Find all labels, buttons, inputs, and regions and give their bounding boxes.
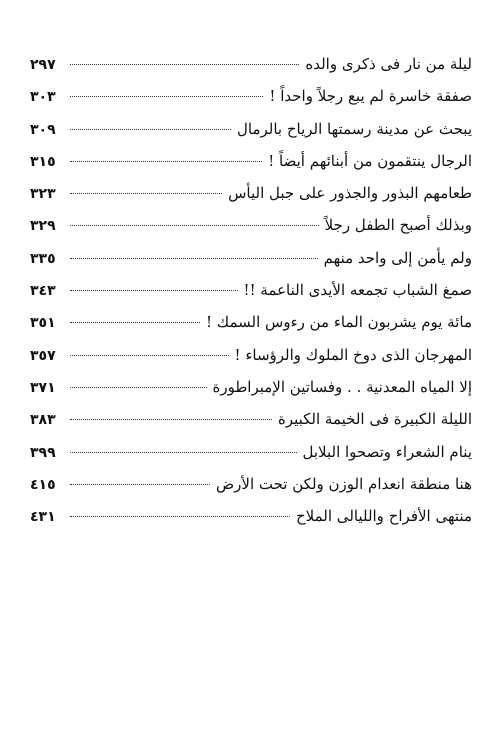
toc-entry-page: ٢٩٧ (30, 57, 56, 73)
toc-entry-page: ٤٣١ (30, 509, 56, 526)
toc-entry (30, 48, 472, 80)
dot-leader (70, 484, 210, 485)
dot-leader (70, 290, 238, 291)
toc-entry-page: ٣٠٣ (30, 89, 56, 106)
toc-entry-page: ٣٥١ (30, 315, 56, 332)
toc-entry-page: ٣٥٧ (30, 347, 56, 364)
toc-entry (30, 339, 472, 371)
toc-entry-page: ٤١٥ (30, 476, 56, 493)
toc-entry (30, 403, 472, 435)
toc-entry-title: مائة يوم يشربون الماء من رءوس السمك ! (206, 313, 472, 332)
toc-entry-title: ولم يأمن إلى واحد منهم (323, 248, 472, 267)
toc-entry-page: ٣٣٥ (30, 250, 56, 267)
dot-leader (70, 96, 263, 97)
table-of-contents (30, 48, 472, 532)
toc-entry-page: ٣١٥ (30, 153, 56, 170)
toc-entry-title: الرجال ينتقمون من أبنائهم أيضاً ! (268, 151, 472, 170)
dot-leader (70, 161, 262, 162)
toc-entry-page: ٣٨٣ (30, 412, 56, 429)
toc-entry-title: المهرجان الذى دوخ الملوك والرؤساء ! (234, 345, 472, 364)
dot-leader (70, 64, 299, 65)
toc-entry (30, 274, 472, 306)
toc-entry-page: ٣٢٩ (30, 218, 56, 235)
toc-entry (30, 468, 472, 500)
dot-leader (70, 193, 222, 194)
toc-entry-title: طعامهم البذور والجذور على جبل اليأس (228, 184, 472, 203)
dot-leader (70, 516, 290, 517)
dot-leader (70, 387, 207, 388)
toc-entry-title: إلا المياه المعدنية . . وفساتين الإمبراطورة (212, 377, 472, 396)
toc-entry-title: ينام الشعراء وتصحوا البلابل (302, 442, 472, 461)
toc-entry-page: ٣٠٩ (30, 121, 56, 138)
toc-entry (30, 177, 472, 209)
toc-entry (30, 113, 472, 145)
toc-entry (30, 306, 472, 338)
toc-entry-page: ٣٧١ (30, 379, 56, 396)
toc-entry-title: يبحث عن مدينة رسمتها الرياح بالرمال (236, 119, 472, 138)
toc-entry (30, 80, 472, 112)
toc-entry-page: ٣٤٣ (30, 283, 56, 300)
dot-leader (70, 322, 200, 323)
dot-leader (70, 452, 297, 453)
toc-entry-title: صفقة خاسرة لم يبع رجلاً واحداً ! (269, 87, 472, 106)
toc-entry-title: صمغ الشباب تجمعه الأيدى الناعمة !! (243, 281, 472, 300)
toc-entry-title: هنا منطقة انعدام الوزن ولكن تحت الأرض (216, 474, 472, 493)
toc-entry (30, 145, 472, 177)
toc-entry (30, 209, 472, 241)
toc-entry (30, 242, 472, 274)
toc-entry (30, 371, 472, 403)
dot-leader (70, 419, 272, 420)
toc-entry (30, 436, 472, 468)
toc-entry-page: ٣٩٩ (30, 444, 56, 461)
dot-leader (70, 258, 318, 259)
toc-entry-title: منتهى الأفراح والليالى الملاح (296, 507, 472, 526)
dot-leader (70, 225, 319, 226)
toc-entry-title: ليلة من نار فى ذكرى والده (305, 55, 472, 73)
toc-entry (30, 500, 472, 532)
toc-entry-page: ٣٢٣ (30, 186, 56, 203)
toc-entry-title: وبذلك أصبح الطفل رجلاً (324, 216, 472, 235)
dot-leader (70, 129, 231, 130)
dot-leader (70, 355, 229, 356)
toc-entry-title: الليلة الكبيرة فى الخيمة الكبيرة (277, 410, 472, 429)
